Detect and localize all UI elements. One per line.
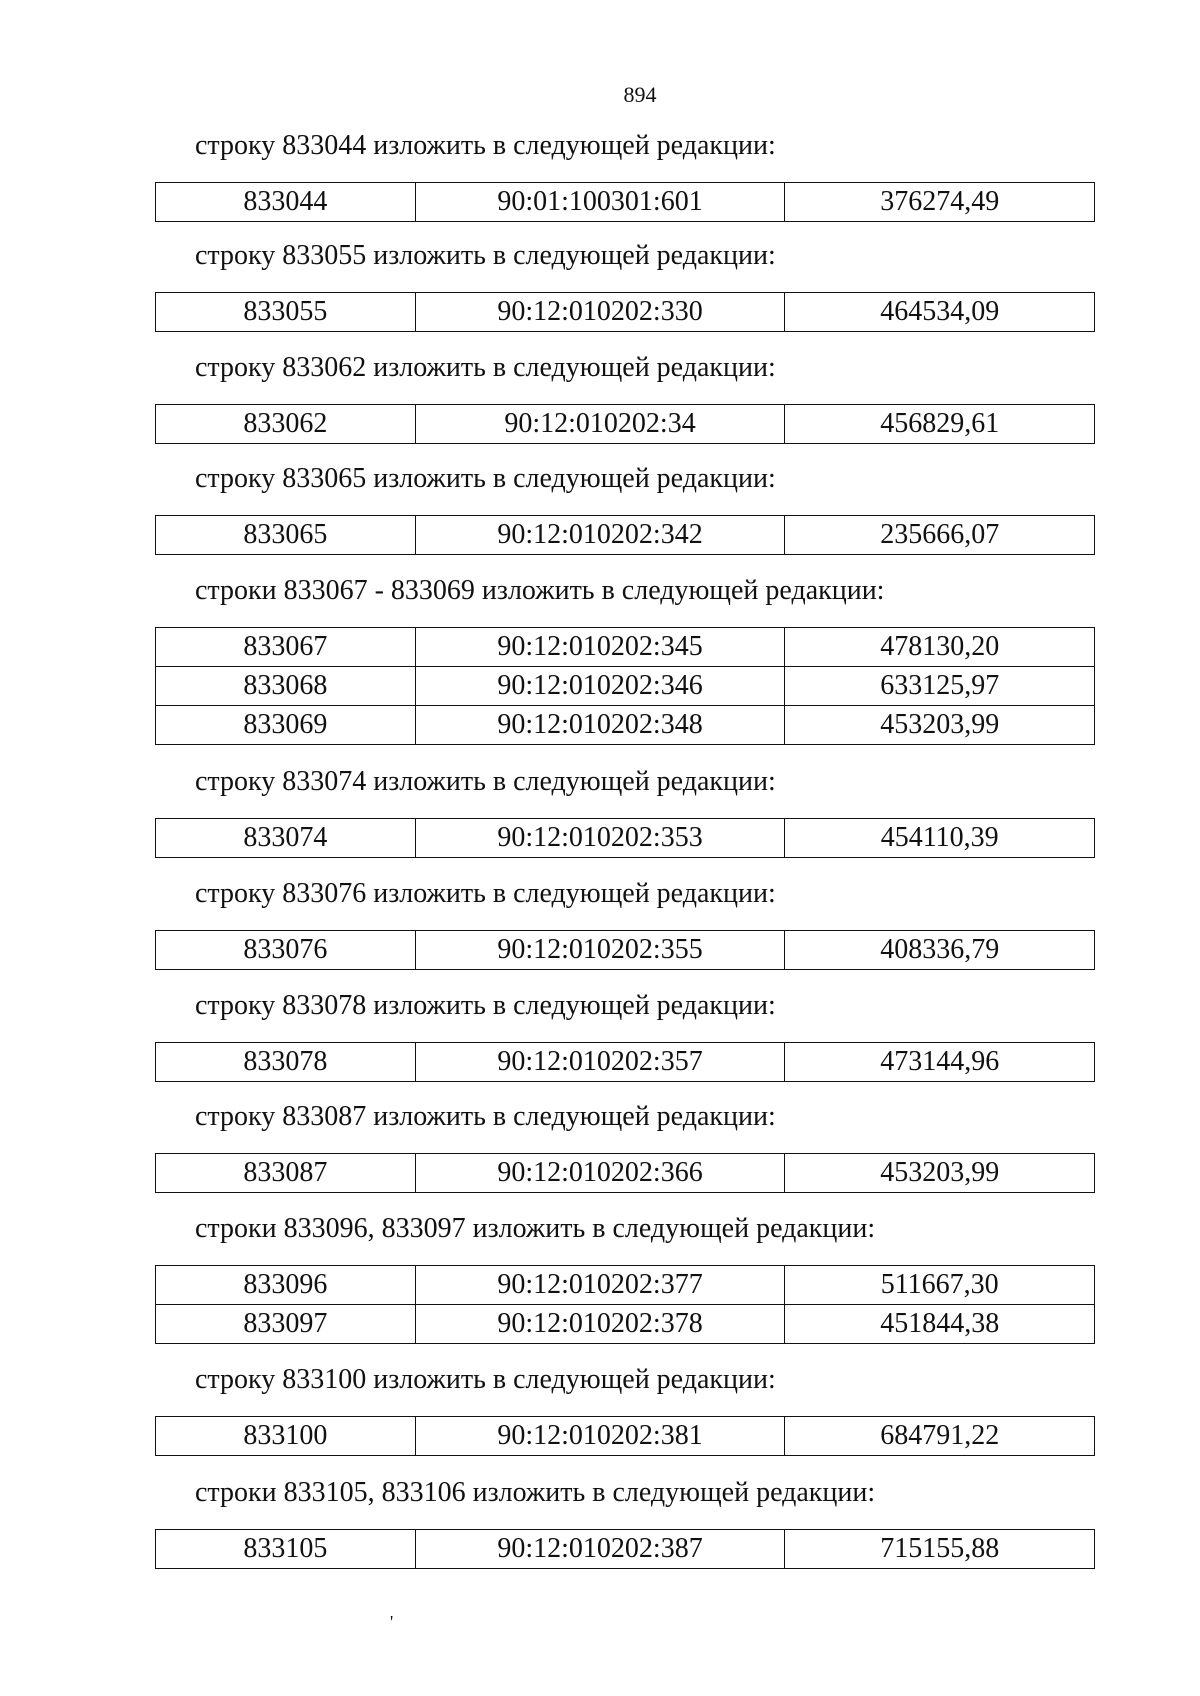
cadastral-value-cell: 454110,39 — [785, 819, 1095, 858]
amendment-table — [155, 1416, 1095, 1456]
table-row — [156, 405, 1095, 444]
amendment-instruction: строку 833074 изложить в следующей редакции: — [195, 766, 776, 797]
amendment-table — [155, 292, 1095, 332]
table-row — [156, 293, 1095, 332]
row-number-cell: 833100 — [156, 1417, 416, 1456]
cadastral-number-cell: 90:12:010202:381 — [415, 1417, 785, 1456]
row-number-cell: 833078 — [156, 1043, 416, 1082]
cadastral-number-cell: 90:12:010202:366 — [415, 1154, 785, 1193]
amendment-instruction: строку 833065 изложить в следующей редакции: — [195, 463, 776, 494]
amendment-table — [155, 818, 1095, 858]
cadastral-number-cell: 90:12:010202:377 — [415, 1266, 785, 1305]
table-row — [156, 1154, 1095, 1193]
table-row — [156, 667, 1095, 706]
row-number-cell: 833097 — [156, 1305, 416, 1344]
cadastral-number-cell: 90:12:010202:330 — [415, 293, 785, 332]
table-row — [156, 1266, 1095, 1305]
cadastral-number-cell: 90:12:010202:348 — [415, 706, 785, 745]
row-number-cell: 833044 — [156, 183, 416, 222]
table-row — [156, 1417, 1095, 1456]
row-number-cell: 833062 — [156, 405, 416, 444]
table-row — [156, 1305, 1095, 1344]
amendment-instruction: строку 833044 изложить в следующей редакции: — [195, 130, 776, 161]
table-row — [156, 628, 1095, 667]
amendment-instruction: строку 833078 изложить в следующей редакции: — [195, 990, 776, 1021]
row-number-cell: 833105 — [156, 1530, 416, 1569]
row-number-cell: 833087 — [156, 1154, 416, 1193]
cadastral-value-cell: 456829,61 — [785, 405, 1095, 444]
amendment-table — [155, 930, 1095, 970]
cadastral-value-cell: 453203,99 — [785, 1154, 1095, 1193]
cadastral-value-cell: 235666,07 — [785, 516, 1095, 555]
amendment-table — [155, 182, 1095, 222]
row-number-cell: 833096 — [156, 1266, 416, 1305]
amendment-table — [155, 515, 1095, 555]
amendment-instruction: строку 833055 изложить в следующей редакции: — [195, 240, 776, 271]
row-number-cell: 833065 — [156, 516, 416, 555]
cadastral-number-cell: 90:12:010202:342 — [415, 516, 785, 555]
amendment-instruction: строку 833076 изложить в следующей редакции: — [195, 878, 776, 909]
amendment-table — [155, 1042, 1095, 1082]
cadastral-value-cell: 511667,30 — [785, 1266, 1095, 1305]
cadastral-value-cell: 715155,88 — [785, 1530, 1095, 1569]
cadastral-value-cell: 633125,97 — [785, 667, 1095, 706]
row-number-cell: 833074 — [156, 819, 416, 858]
amendment-table — [155, 1265, 1095, 1344]
cadastral-number-cell: 90:12:010202:378 — [415, 1305, 785, 1344]
cadastral-number-cell: 90:12:010202:387 — [415, 1530, 785, 1569]
amendment-table — [155, 1153, 1095, 1193]
cadastral-value-cell: 473144,96 — [785, 1043, 1095, 1082]
amendment-table — [155, 1529, 1095, 1569]
cadastral-number-cell: 90:01:100301:601 — [415, 183, 785, 222]
row-number-cell: 833067 — [156, 628, 416, 667]
row-number-cell: 833068 — [156, 667, 416, 706]
cadastral-value-cell: 451844,38 — [785, 1305, 1095, 1344]
row-number-cell: 833069 — [156, 706, 416, 745]
table-row — [156, 1530, 1095, 1569]
cadastral-number-cell: 90:12:010202:346 — [415, 667, 785, 706]
amendment-table — [155, 404, 1095, 444]
row-number-cell: 833055 — [156, 293, 416, 332]
scan-mark: ' — [390, 1612, 394, 1632]
cadastral-value-cell: 376274,49 — [785, 183, 1095, 222]
cadastral-value-cell: 464534,09 — [785, 293, 1095, 332]
table-row — [156, 183, 1095, 222]
amendment-instruction: строку 833087 изложить в следующей редакции: — [195, 1101, 776, 1132]
table-row — [156, 706, 1095, 745]
page-number: 894 — [623, 82, 657, 107]
amendment-instruction: строку 833062 изложить в следующей редакции: — [195, 352, 776, 383]
amendment-table — [155, 627, 1095, 745]
cadastral-number-cell: 90:12:010202:357 — [415, 1043, 785, 1082]
cadastral-number-cell: 90:12:010202:353 — [415, 819, 785, 858]
row-number-cell: 833076 — [156, 931, 416, 970]
amendment-instruction: строки 833067 - 833069 изложить в следующей редакции: — [195, 575, 885, 606]
table-row — [156, 931, 1095, 970]
cadastral-number-cell: 90:12:010202:355 — [415, 931, 785, 970]
table-row — [156, 516, 1095, 555]
amendment-instruction: строки 833105, 833106 изложить в следующей редакции: — [195, 1477, 876, 1508]
table-row — [156, 1043, 1095, 1082]
amendment-instruction: строку 833100 изложить в следующей редакции: — [195, 1364, 776, 1395]
cadastral-value-cell: 478130,20 — [785, 628, 1095, 667]
cadastral-value-cell: 453203,99 — [785, 706, 1095, 745]
table-row — [156, 819, 1095, 858]
cadastral-value-cell: 408336,79 — [785, 931, 1095, 970]
cadastral-number-cell: 90:12:010202:345 — [415, 628, 785, 667]
cadastral-value-cell: 684791,22 — [785, 1417, 1095, 1456]
cadastral-number-cell: 90:12:010202:34 — [415, 405, 785, 444]
amendment-instruction: строки 833096, 833097 изложить в следующей редакции: — [195, 1213, 876, 1244]
